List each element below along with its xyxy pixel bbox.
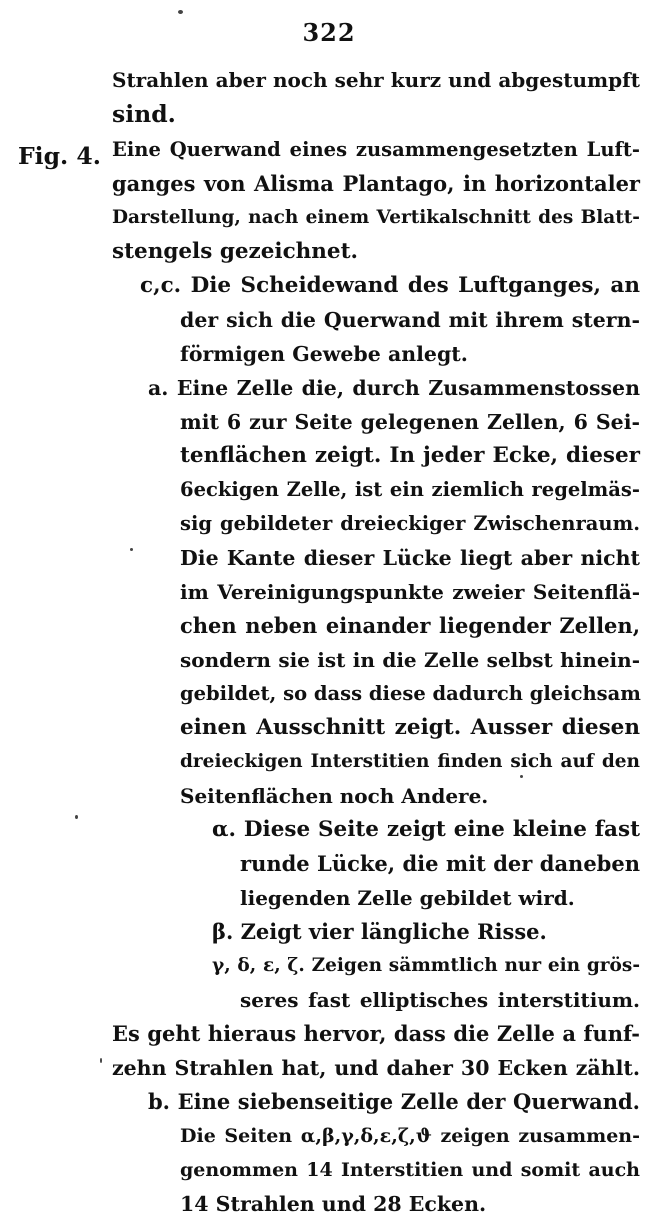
print-speck	[75, 815, 78, 819]
text-line: Die Kante dieser Lücke liegt aber nicht	[180, 546, 640, 570]
text-line: 14 Strahlen und 28 Ecken.	[180, 1192, 487, 1216]
print-speck	[178, 10, 183, 14]
text-line: ganges von Alisma Plantago, in horizontaler	[112, 171, 640, 196]
text-line: 6eckigen Zelle, ist ein ziemlich regelmäs-	[180, 478, 640, 501]
text-line: genommen 14 Interstitien und somit auch	[180, 1159, 640, 1181]
text-line: einen Ausschnitt zeigt. Ausser diesen	[180, 715, 640, 740]
text-line: im Vereinigungspunkte zweier Seitenflä-	[180, 580, 640, 604]
text-line: Die Seiten α,β,γ,δ,ε,ζ,ϑ zeigen zusammen-	[180, 1125, 640, 1147]
text-line: Darstellung, nach einem Vertikalschnitt des Blatt-	[112, 207, 640, 228]
text-line: mit 6 zur Seite gelegenen Zellen, 6 Sei-	[180, 410, 640, 434]
text-line: Eine Querwand eines zusammengesetzten Luft-	[112, 138, 640, 161]
text-line: zehn Strahlen hat, und daher 30 Ecken zählt.	[112, 1056, 640, 1080]
text-line: b. Eine siebenseitige Zelle der Querwand.	[148, 1089, 640, 1114]
text-line: seres fast elliptisches interstitium.	[240, 988, 640, 1012]
text-line: Es geht hieraus hervor, dass die Zelle a funf-	[112, 1021, 640, 1046]
text-line: sig gebildeter dreieckiger Zwischenraum.	[180, 512, 640, 535]
text-line: sind.	[112, 100, 176, 128]
text-line: förmigen Gewebe anlegt.	[180, 342, 468, 366]
print-speck	[520, 775, 523, 778]
text-line: a. Eine Zelle die, durch Zusammenstossen	[148, 376, 640, 400]
text-line: gebildet, so dass diese dadurch gleichsam	[180, 682, 641, 705]
text-line: Strahlen aber noch sehr kurz und abgestumpft	[112, 68, 640, 92]
text-line: runde Lücke, die mit der daneben	[240, 851, 640, 876]
text-line: Seitenflächen noch Andere.	[180, 784, 489, 808]
text-line: c,c. Die Scheidewand des Luftganges, an	[140, 273, 640, 298]
text-line: chen neben einander liegender Zellen,	[180, 613, 640, 638]
text-line: β. Zeigt vier längliche Risse.	[212, 919, 547, 944]
text-line: tenflächen zeigt. In jeder Ecke, dieser	[180, 443, 640, 468]
text-line: α. Diese Seite zeigt eine kleine fast	[212, 817, 640, 842]
text-line: γ, δ, ε, ζ. Zeigen sämmtlich nur ein grös-	[212, 955, 640, 976]
figure-label: Fig. 4.	[18, 142, 101, 170]
text-line: stengels gezeichnet.	[112, 239, 359, 264]
text-line: der sich die Querwand mit ihrem stern-	[180, 308, 640, 332]
text-line: dreieckigen Interstitien finden sich auf den	[180, 751, 640, 772]
page-number: 322	[302, 18, 356, 47]
print-speck	[130, 548, 133, 551]
text-line: sondern sie ist in die Zelle selbst hinein-	[180, 648, 640, 672]
print-speck	[100, 1058, 102, 1063]
text-line: liegenden Zelle gebildet wird.	[240, 886, 575, 910]
